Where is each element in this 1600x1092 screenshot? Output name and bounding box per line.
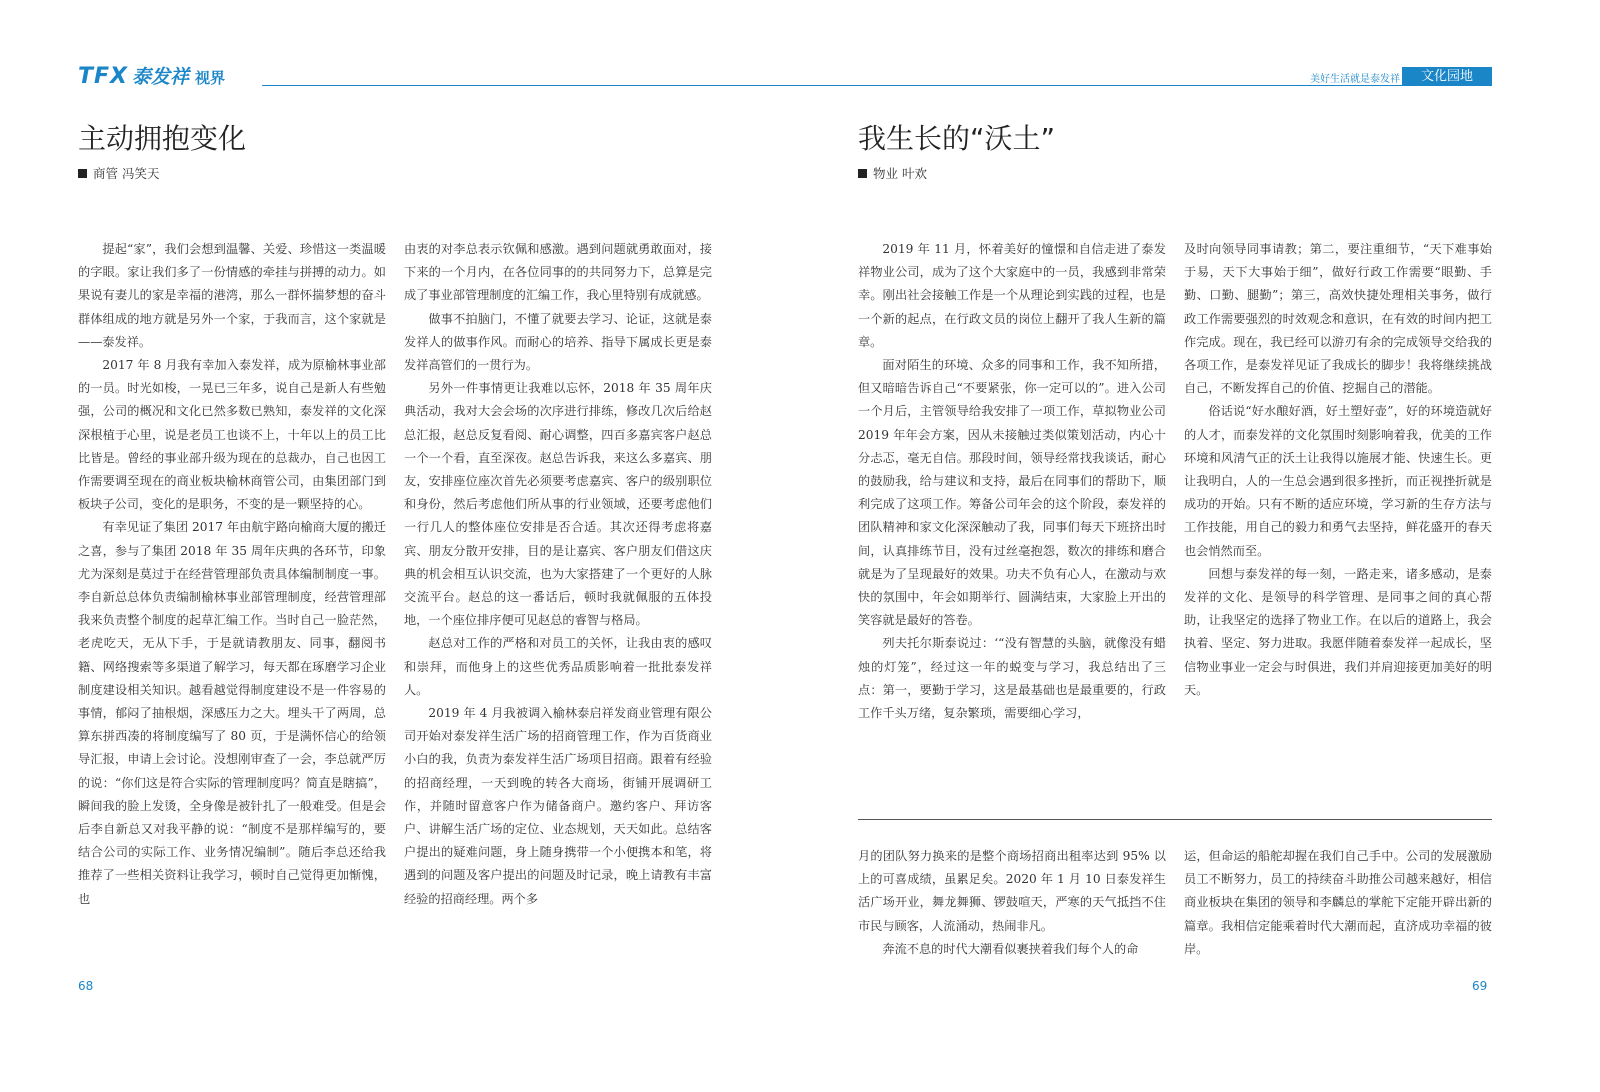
page-number-left: 68: [78, 979, 94, 993]
paragraph: 及时向领导同事请教；第二，要注重细节，“天下难事始于易，天下大事始于细”，做好行政工作需要“眼勤、手勤、口勤、腿勤”；第三，高效快捷处理相关事务，做行政工作需要强烈的时效观念和意识，在有效的时间内把工作完成。现在，我已经可以游刃有余的完成领导交给我的各项工作，是泰发祥见证了我成长的脚步！我将继续挑战自己，不断发挥自己的价值、挖掘自己的潜能。: [1184, 242, 1492, 396]
paragraph: 奔流不息的时代大潮看似裹挟着我们每个人的命: [882, 941, 1139, 956]
right-article-byline: [858, 164, 927, 182]
section-badge: 文化园地: [1402, 67, 1492, 86]
logo-subtitle: 视界: [195, 69, 226, 87]
paragraph: 2019 年 4 月我被调入榆林泰启祥发商业管理有限公司开始对泰发祥生活广场的招商管理工作，作为百货商业小白的我，负责为泰发祥生活广场项目招商。跟着有经验的招商经理，一天到晚的转各大商场，街铺开展调研工作，并随时留意客户作为储备商户。邀约客户、拜访客户、讲解生活广场的定位、业态规划，天天如此。总结客户提出的疑难问题，身上随身携带一个小便携本和笔，将遇到的问题及客户提出的问题及时记录，晚上请教有丰富经验的招商经理。两个多: [404, 706, 712, 906]
paragraph: 列夫托尔斯泰说过：‘“没有智慧的头脑，就像没有蜡烛的灯笼”，经过这一年的蜕变与学习，我总结出了三点：第一，要勤于学习，这是最基础也是最重要的，行政工作千头万绪，复杂繁琐，需要细心学习，: [858, 636, 1166, 721]
paragraph: 俗话说“好水酿好酒，好土塑好壶”，好的环境造就好的人才，而泰发祥的文化氛围时刻影响着我，优美的工作环境和风清气正的沃土让我得以施展才能、快速生长。更让我明白，人的一生总会遇到很多挫折，而正视挫折就是成功的开始。只有不断的适应环境，学习新的生存方法与工作技能，用自己的毅力和勇气去坚持，鲜花盛开的春天也会悄然而至。: [1184, 404, 1492, 558]
right-article-column-1: [858, 238, 1166, 725]
byline-square-icon: [858, 169, 867, 178]
paragraph: 月的团队努力换来的是整个商场招商出租率达到 95% 以上的可喜成绩，虽累足矣。2020 年 1 月 10 日泰发祥生活广场开业，舞龙舞狮、锣鼓喧天，严寒的天气抵挡不住市民与顾客，人流涌动，热闹非凡。: [858, 849, 1166, 933]
left-byline-text: 商管 冯笑天: [93, 166, 160, 181]
header-divider: [262, 85, 1402, 86]
left-article-column-1: [78, 238, 386, 911]
left-article-column-2: [404, 238, 712, 911]
continuation-column-2: [1184, 845, 1492, 961]
paragraph: 面对陌生的环境、众多的同事和工作，我不知所措，但又暗暗告诉自己“不要紧张，你一定可以的”。进入公司一个月后，主管领导给我安排了一项工作，草拟物业公司 2019 年年会方案，因从未接触过类似策划活动，内心十分忐忑，毫无自信。那段时间，领导经常找我谈话，耐心的鼓励我，给与建议和支持，最后在同事们的帮助下，顺利完成了这项工作。筹备公司年会的这个阶段，泰发祥的团队精神和家文化深深触动了我，同事们每天下班挤出时间，认真排练节目，没有过丝毫抱怨，数次的排练和磨合就是为了呈现最好的效果。功夫不负有心人，在激动与欢快的氛围中，年会如期举行、圆满结束，大家脸上开出的笑容就是最好的答卷。: [858, 358, 1166, 628]
paragraph: 做事不拍脑门，不懂了就要去学习、论证，这就是泰发祥人的做事作风。而耐心的培养、指导下属成长更是泰发祥高管们的一贯行为。: [404, 311, 712, 373]
paragraph: 赵总对工作的严格和对员工的关怀，让我由衷的感叹和崇拜，而他身上的这些优秀品质影响着一批批泰发祥人。: [404, 636, 712, 697]
continuation-column-1: [858, 845, 1166, 961]
left-article-byline: [78, 164, 159, 182]
right-article-column-2: [1184, 238, 1492, 702]
right-article-title: 我生长的“沃土”: [858, 122, 1056, 155]
paragraph: 另外一件事情更让我难以忘怀，2018 年 35 周年庆典活动，我对大会会场的次序进行排练，修改几次后给赵总汇报，赵总反复看阅、耐心调整，四百多嘉宾客户赵总一个一个看，直至深夜。赵总告诉我，来这么多嘉宾、朋友，安排座位座次首先必须要考虑嘉宾、客户的级别职位和身份，然后考虑他们所从事的行业领域，还要考虑他们一行几人的整体座位安排是否合适。其次还得考虑将嘉宾、朋友分散开安排，目的是让嘉宾、客户朋友们借这庆典的机会相互认识交流，也为大家搭建了一个更好的人脉交流平台。赵总的这一番话后，顿时我就佩服的五体投地，一个座位排序便可见赵总的睿智与格局。: [404, 381, 712, 628]
paragraph: 2017 年 8 月我有幸加入泰发祥，成为原榆林事业部的一员。时光如梭，一晃已三年多，说自己是新人有些勉强，公司的概况和文化已然多数已熟知，泰发祥的文化深深根植于心里，说是老员工也谈不上，十年以上的员工比比皆是。曾经的事业部升级为现在的总裁办，自己也因工作需要调至现在的商业板块榆林商管公司，由集团部门到板块子公司，变化的是职务，不变的是一颗坚持的心。: [78, 358, 386, 512]
paragraph: 有幸见证了集团 2017 年由航宇路向榆商大厦的搬迁之喜，参与了集团 2018 年 35 周年庆典的各环节，印象尤为深刻是莫过于在经营管理部负责具体编制制度一事。李自新总总体负责编制榆林事业部管理制度，经营管理部我来负责整个制度的起草汇编工作。当时自己一脸茫然，老虎吃天，无从下手，于是就请教朋友、同事，翻阅书籍、网络搜索等多渠道了解学习，每天都在琢磨学习企业制度建设相关知识。越看越觉得制度建设不是一件容易的事情，郁闷了抽根烟，深感压力之大。埋头干了两周，总算东拼西凑的将制度编写了 80 页，于是满怀信心的给领导汇报，申请上会讨论。没想刚审查了一会，李总就严厉的说：“你们这是符合实际的管理制度吗？简直是瞎搞”，瞬间我的脸上发烫，全身像是被针扎了一般难受。但是会后李自新总又对我平静的说：“制度不是那样编写的，要结合公司的实际工作、业务情况编制”。随后李总还给我推荐了一些相关资料让我学习，顿时自己觉得更加惭愧，也: [78, 520, 386, 906]
byline-square-icon: [78, 169, 87, 178]
logo-latin: TFX: [78, 64, 128, 89]
continuation-divider: [858, 819, 1492, 820]
paragraph: 由衷的对李总表示钦佩和感激。遇到问题就勇敢面对，接下来的一个月内，在各位同事的的共同努力下，总算是完成了事业部管理制度的汇编工作，我心里特别有成就感。: [404, 242, 712, 303]
logo-chinese: 泰发祥: [132, 66, 190, 88]
left-article-title: 主动拥抱变化: [78, 122, 247, 155]
paragraph: 2019 年 11 月，怀着美好的憧憬和自信走进了泰发祥物业公司，成为了这个大家庭中的一员，我感到非常荣幸。刚出社会接触工作是一个从理论到实践的过程，也是一个新的起点，在行政文员的岗位上翻开了我人生新的篇章。: [858, 242, 1166, 349]
header-slogan: 美好生活就是泰发祥: [1310, 74, 1400, 85]
magazine-logo: [78, 64, 225, 88]
paragraph: 回想与泰发祥的每一刻，一路走来，诸多感动，是泰发祥的文化、是领导的科学管理、是同事之间的真心帮助，让我坚定的选择了物业工作。在以后的道路上，我会执着、坚定、努力进取。我愿伴随着泰发祥一起成长，坚信物业事业一定会与时俱进，我们并肩迎接更加美好的明天。: [1184, 566, 1492, 697]
page-number-right: 69: [1472, 979, 1488, 993]
paragraph: 提起“家”，我们会想到温馨、关爱、珍惜这一类温暖的字眼。家让我们多了一份情感的牵挂与拼搏的动力。如果说有妻儿的家是幸福的港湾，那么一群怀揣梦想的奋斗群体组成的地方就是另外一个家，于我而言，这个家就是——泰发祥。: [78, 242, 386, 349]
right-byline-text: 物业 叶欢: [873, 166, 927, 181]
paragraph: 运，但命运的船舵却握在我们自己手中。公司的发展激励员工不断努力，员工的持续奋斗助推公司越来越好，相信商业板块在集团的领导和李麟总的掌舵下定能开辟出新的篇章。我相信定能乘着时代大潮而起，直济成功幸福的彼岸。: [1184, 849, 1492, 956]
